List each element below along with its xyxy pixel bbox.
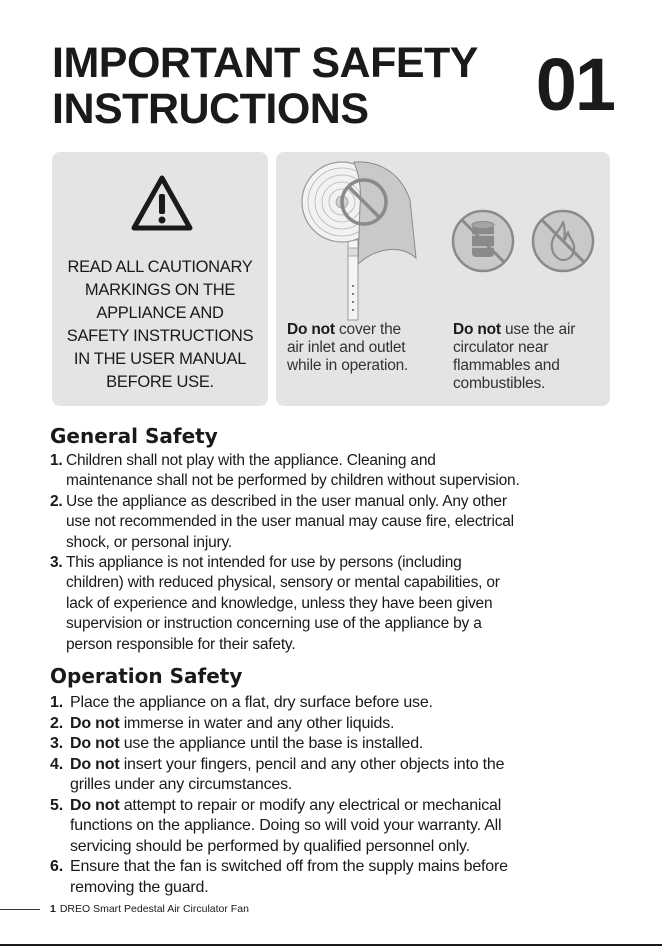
footer-page-number: 1 [50,903,56,915]
item-line: Children shall not play with the appliance. Cleaning and [66,452,436,469]
list-item [50,714,630,735]
item-number: 4. [50,755,63,773]
warning-text: circulator near [453,339,549,356]
item-number: 6. [50,858,63,875]
caution-line: BEFORE USE. [106,373,214,391]
list-item [50,857,630,898]
warning-text: cover the [334,321,401,338]
title-line-2: INSTRUCTIONS [52,85,369,133]
item-line: supervision or instruction concerning use of the appliance by a [66,615,482,633]
caution-line: MARKINGS ON THE [84,281,236,299]
item-line: immerse in water and any other liquids. [119,714,395,732]
caution-text [52,256,268,394]
warning-text: use the air [500,321,576,338]
warning-triangle-icon [130,174,194,234]
caution-line: APPLIANCE AND [96,304,224,322]
page-footer [50,903,249,915]
general-safety-heading: General Safety [50,424,218,448]
caution-panel [52,152,268,406]
item-line: grilles under any circumstances. [70,776,293,793]
no-gas-canister-icon [450,208,516,274]
warning-text: while in operation. [287,357,409,374]
item-number: 3. [50,554,63,572]
item-line: Place the appliance on a flat, dry surface before use. [70,694,433,711]
item-line: use not recommended in the user manual may cause fire, electrical [66,513,514,531]
warning-text: air inlet and outlet [287,339,406,356]
list-item [50,693,630,714]
item-line: children) with reduced physical, sensory or mental capabilities, or [66,574,500,592]
list-item [50,734,630,755]
warning-bold: Do not [453,321,501,338]
list-item [50,451,630,492]
item-line: shock, or personal injury. [66,533,232,551]
item-number: 5. [50,796,63,814]
item-line: attempt to repair or modify any electrical or mechanical [119,796,502,814]
warnings-panel [276,152,610,406]
caution-line: SAFETY INSTRUCTIONS [66,327,254,345]
item-line: insert your fingers, pencil and any other objects into the [119,755,505,773]
item-bold: Do not [70,796,120,814]
warning-text: combustibles. [453,375,546,392]
list-item [50,492,630,553]
item-line: functions on the appliance. Doing so will void your warranty. All [70,817,502,834]
section-number: 01 [535,43,614,126]
footer-product-name: DREO Smart Pedestal Air Circulator Fan [59,903,249,915]
item-number: 2. [50,492,63,510]
item-bold: Do not [70,735,120,752]
item-line: lack of experience and knowledge, unless they have been given [66,594,493,612]
item-line: use the appliance until the base is installed. [119,735,424,752]
warning-cover-inlet [287,321,447,375]
list-item [50,796,630,858]
item-line: This appliance is not intended for use by persons (including [66,554,462,572]
item-number: 1. [50,452,63,469]
warning-flammables [453,321,609,393]
page-title [52,40,478,132]
list-item [50,553,630,655]
list-item [50,755,630,796]
item-line: servicing should be performed by qualified personnel only. [70,837,470,855]
item-number: 2. [50,714,63,732]
caution-line: READ ALL CAUTIONARY [67,258,253,276]
title-line-1: IMPORTANT SAFETY [52,39,478,87]
item-bold: Do not [70,755,120,773]
item-number: 1. [50,694,63,711]
item-line: maintenance shall not be performed by children without supervision. [66,472,520,490]
footer-rule [0,909,40,910]
no-fire-icon [530,208,596,274]
item-line: Ensure that the fan is switched off from the supply mains before [70,858,508,875]
caution-line: IN THE USER MANUAL [73,350,247,368]
warning-bold: Do not [287,321,335,338]
item-bold: Do not [70,714,120,732]
item-line: Use the appliance as described in the user manual only. Any other [66,492,507,510]
fan-covered-icon [292,156,422,324]
item-line: person responsible for their safety. [66,635,296,653]
warning-text: flammables and [453,357,560,374]
operation-safety-list [50,693,630,898]
general-safety-list [50,451,630,655]
operation-safety-heading: Operation Safety [50,664,243,688]
item-line: removing the guard. [70,878,209,896]
item-number: 3. [50,735,63,752]
